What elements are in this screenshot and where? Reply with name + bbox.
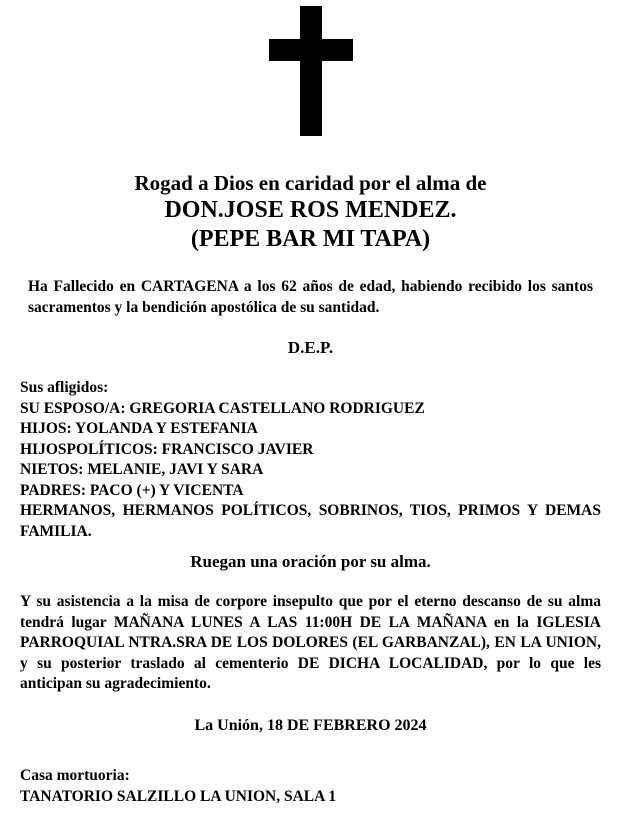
death-statement: Ha Fallecido en CARTAGENA a los 62 años de edad, habiendo recibido los santos sacramentos y la bendición apostólica de su santidad. xyxy=(28,278,593,316)
place-and-date: La Unión, 18 DE FEBRERO 2024 xyxy=(194,716,427,734)
mortuary-label: Casa mortuoria: xyxy=(20,766,130,784)
cross-horizontal-bar xyxy=(269,39,353,61)
cross-icon-wrap xyxy=(20,0,601,146)
mortuary-value: TANATORIO SALZILLO LA UNION, SALA 1 xyxy=(20,787,337,805)
family-block xyxy=(20,378,601,542)
family-line-children-in-law: HIJOSPOLÍTICOS: FRANCISCO JAVIER xyxy=(20,440,314,458)
cross-icon xyxy=(269,6,353,136)
deceased-name: DON.JOSE ROS MENDEZ. xyxy=(164,197,457,223)
family-line-children: HIJOS: YOLANDA Y ESTEFANIA xyxy=(20,420,258,437)
dep-text: D.E.P. xyxy=(287,338,334,357)
headline-line-1: Rogad a Dios en caridad por el alma de xyxy=(134,171,487,195)
family-line-spouse: SU ESPOSO/A: GREGORIA CASTELLANO RODRIGUEZ xyxy=(20,399,425,417)
mass-details: Y su asistencia a la misa de corpore insepulto que por el eterno descanso de su alma tendrá lugar MAÑANA LUNES A LAS 11:00H DE LA MAÑANA en la IGLESIA PARROQUIAL NTRA.SRA DE LOS DOLORES (EL GARBANZAL), EN LA UNION, y su posterior traslado al cementerio DE DICHA LOCALIDAD, por lo que les anticipan su agradecimiento. xyxy=(20,593,601,692)
family-line-parents: PADRES: PACO (+) Y VICENTA xyxy=(20,481,244,499)
deceased-nickname: (PEPE BAR MI TAPA) xyxy=(190,226,431,252)
prayer-request: Ruegan una oración por su alma. xyxy=(190,552,431,571)
family-intro: Sus afligidos: xyxy=(20,379,109,396)
cross-vertical-bar xyxy=(300,6,322,136)
headline-block xyxy=(20,170,601,254)
mortuary-block xyxy=(20,765,601,807)
family-line-grandchildren: NIETOS: MELANIE, JAVI Y SARA xyxy=(20,461,264,478)
family-line-extended: HERMANOS, HERMANOS POLÍTICOS, SOBRINOS, TIOS, PRIMOS Y DEMAS FAMILIA. xyxy=(20,502,601,540)
